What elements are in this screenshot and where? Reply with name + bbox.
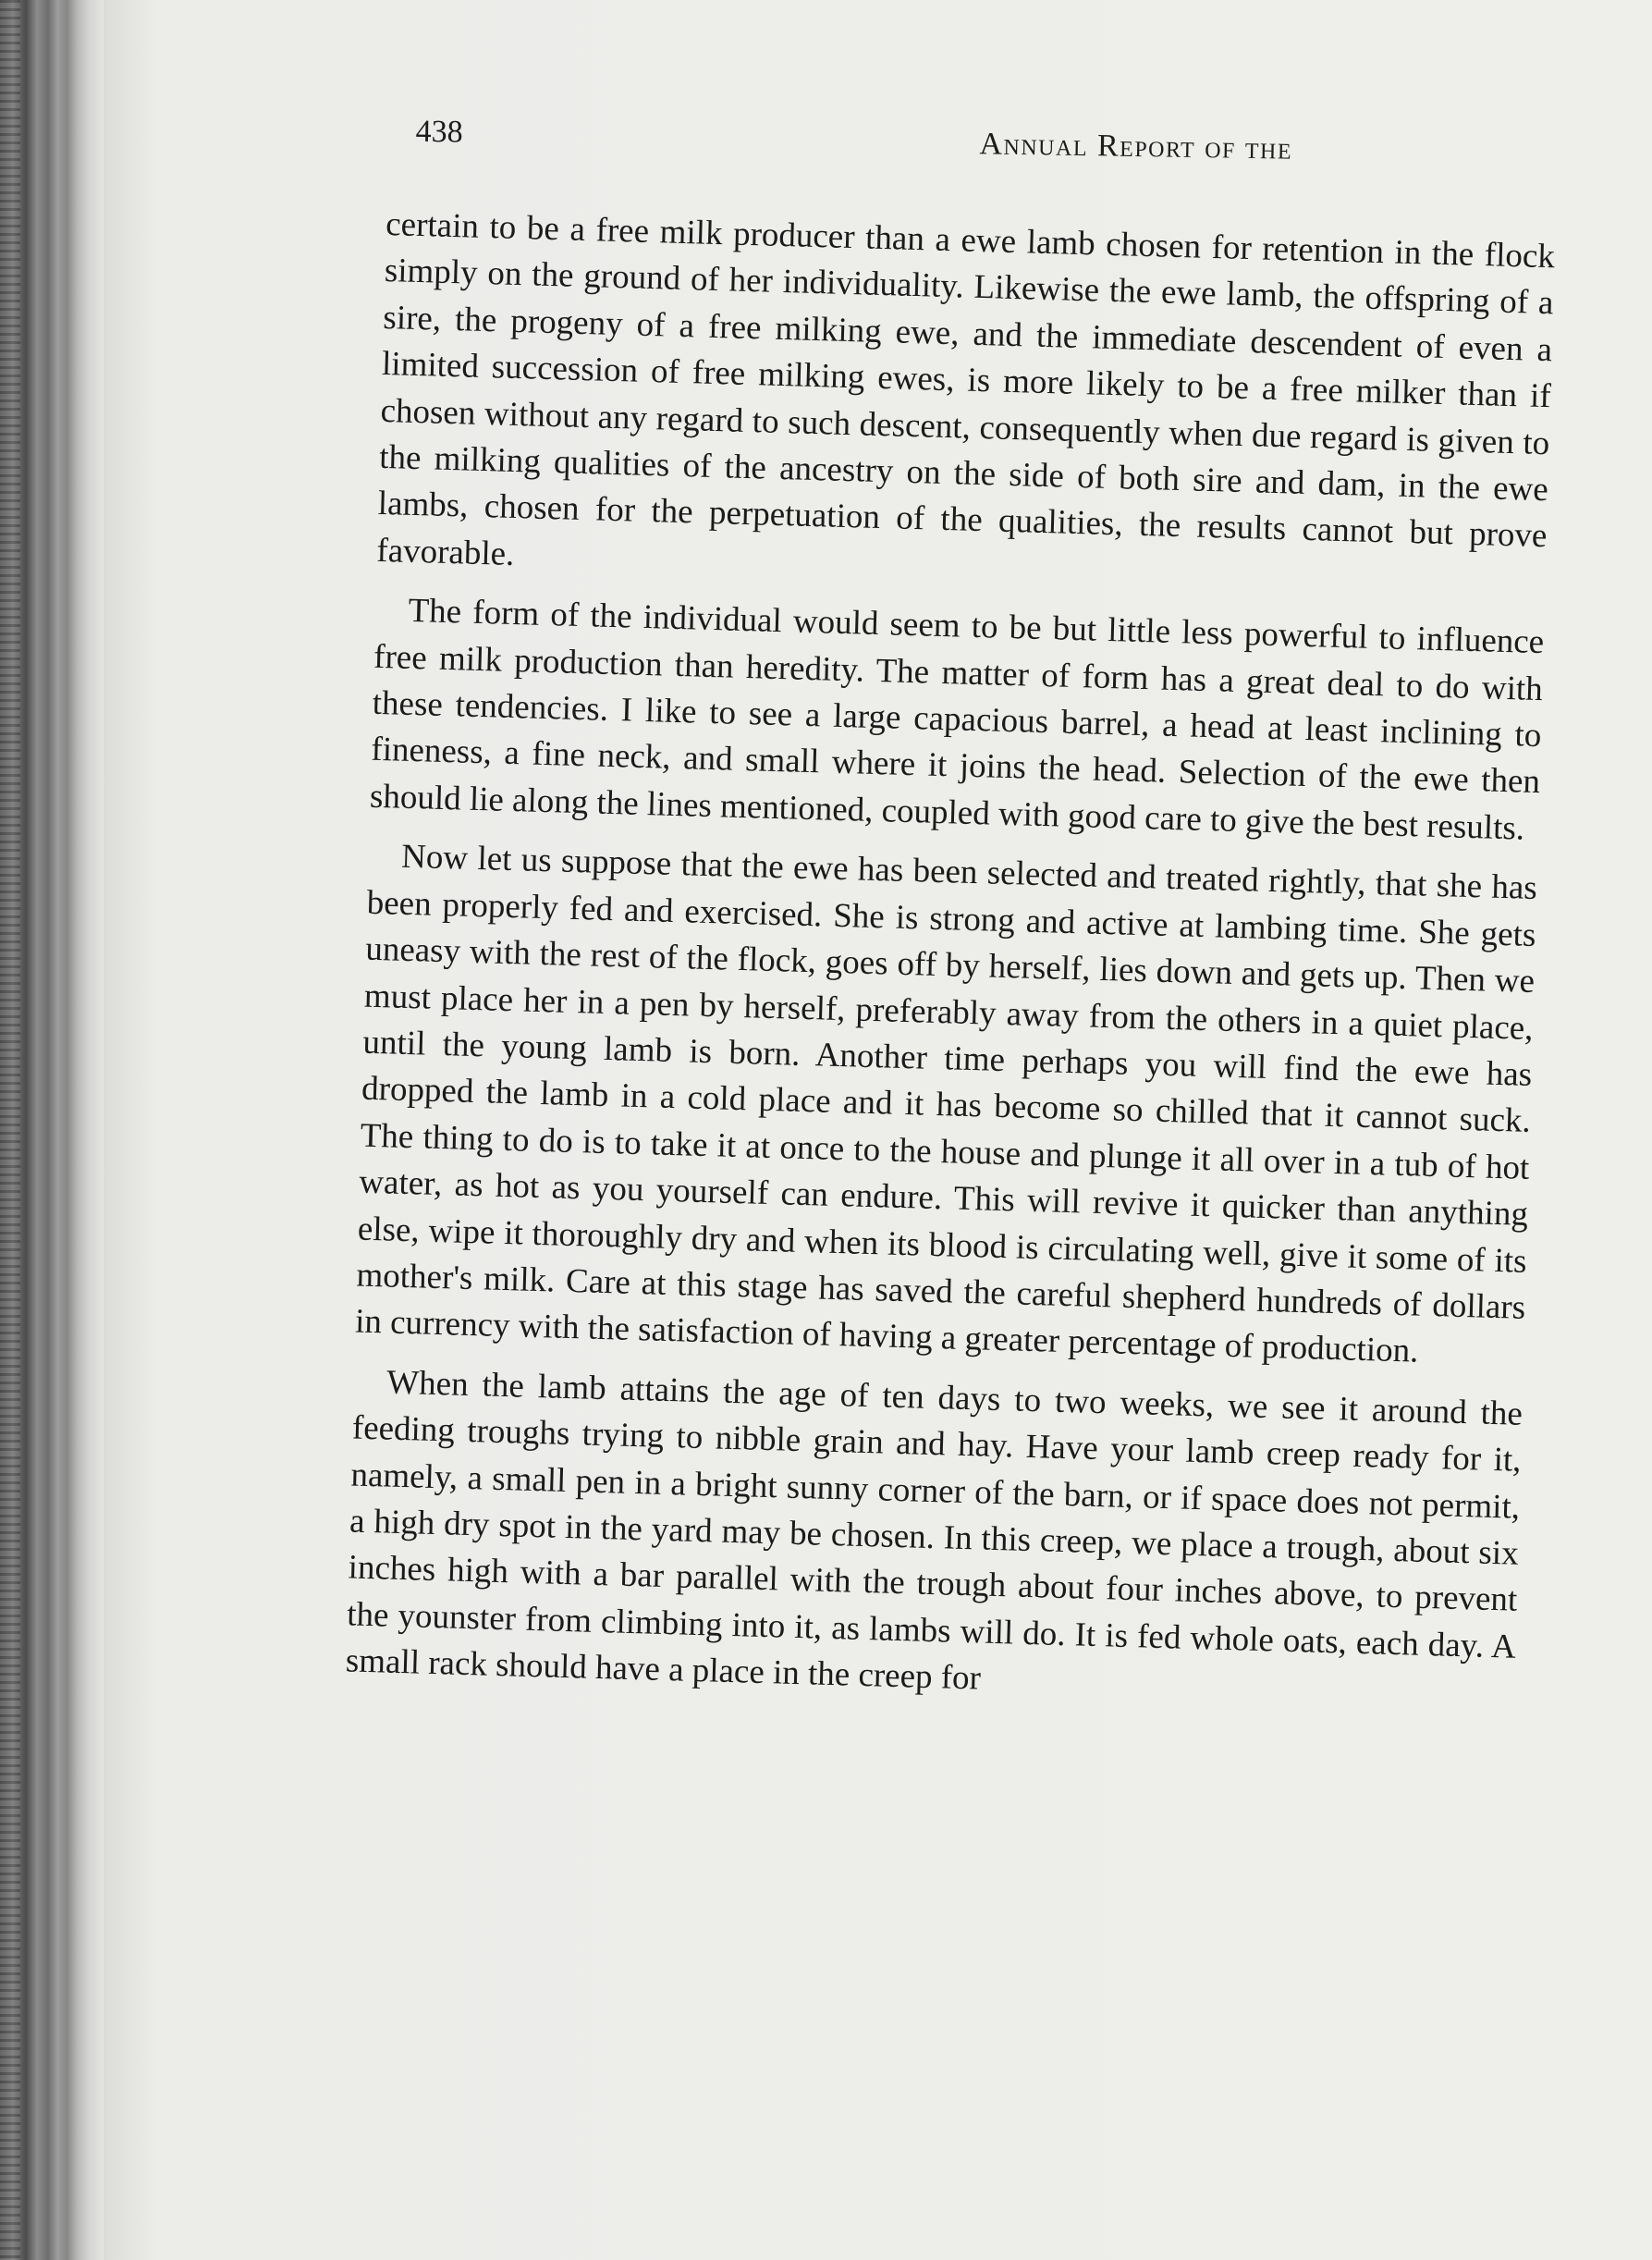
body-text [345, 202, 1555, 1717]
spine-binding-edge [0, 0, 20, 2260]
paragraph-4: When the lamb attains the age of ten days to two weeks, we see it around the feeding troughs trying to nibble grain and hay. Have your lamb creep ready for it, namely, a small pen in a bright sunny corner of the barn, or if space does not permit, a high dry spot in the yard may be chosen. In this creep, we place a trough, about six inches high with a bar parallel with the trough about four inches above, to prevent the younster from climbing into it, as lambs will do. It is fed whole oats, each day. A small rack should have a place in the creep for [345, 1363, 1524, 1698]
book-spine [0, 0, 104, 2260]
paragraph-2: The form of the individual would seem to be but little less powerful to influence free milk production than heredity. The matter of form has a great deal to do with these tendencies. I like to see a large capacious barrel, a head at least inclining to fineness, a fine neck, and small where it joins the head. Selection of the ewe then should lie along the lines mentioned, coupled with good care to give the best results. [369, 592, 1545, 848]
page-number: 438 [415, 114, 463, 150]
paragraph-1: certain to be a free milk producer than a ewe lamb chosen for retention in the flock simply on the ground of her individuality. Likewise the ewe lamb, the offspring of a sire, the progeny of a free milking ewe, and the immediate descendent of even a limited succession of free milking ewes, is more likely to be a free milker than if chosen without any regard to such descent, consequently when due regard is given to the milking qualities of the ancestry on the side of both sire and dam, in the ewe lambs, chosen for the perpetuation of the qualities, the results cannot but prove favorable. [375, 204, 1556, 573]
running-title: Annual Report of the [979, 127, 1293, 166]
paragraph-3: Now let us suppose that the ewe has been selected and treated rightly, that she has been properly fed and exercised. She is strong and active at lambing time. She gets uneasy with the rest of the flock, goes off by herself, lies down and gets up. Then we must place her in a pen by herself, preferably away from the others in a quiet place, until the young lamb is born. Another time perhaps you will find the ewe has dropped the lamb in a cold place and it has become so chilled that it cannot suck. The thing to do is to take it at once to the house and plunge it all over in a tub of hot water, as hot as you yourself can endure. This will revive it quicker than anything else, wipe it thoroughly dry and when its blood is circulating well, give it some of its mother's milk. Care at this stage has saved the careful shepherd hundreds of dollars in currency with the satisfaction of having a greater percentage of production. [354, 838, 1538, 1370]
